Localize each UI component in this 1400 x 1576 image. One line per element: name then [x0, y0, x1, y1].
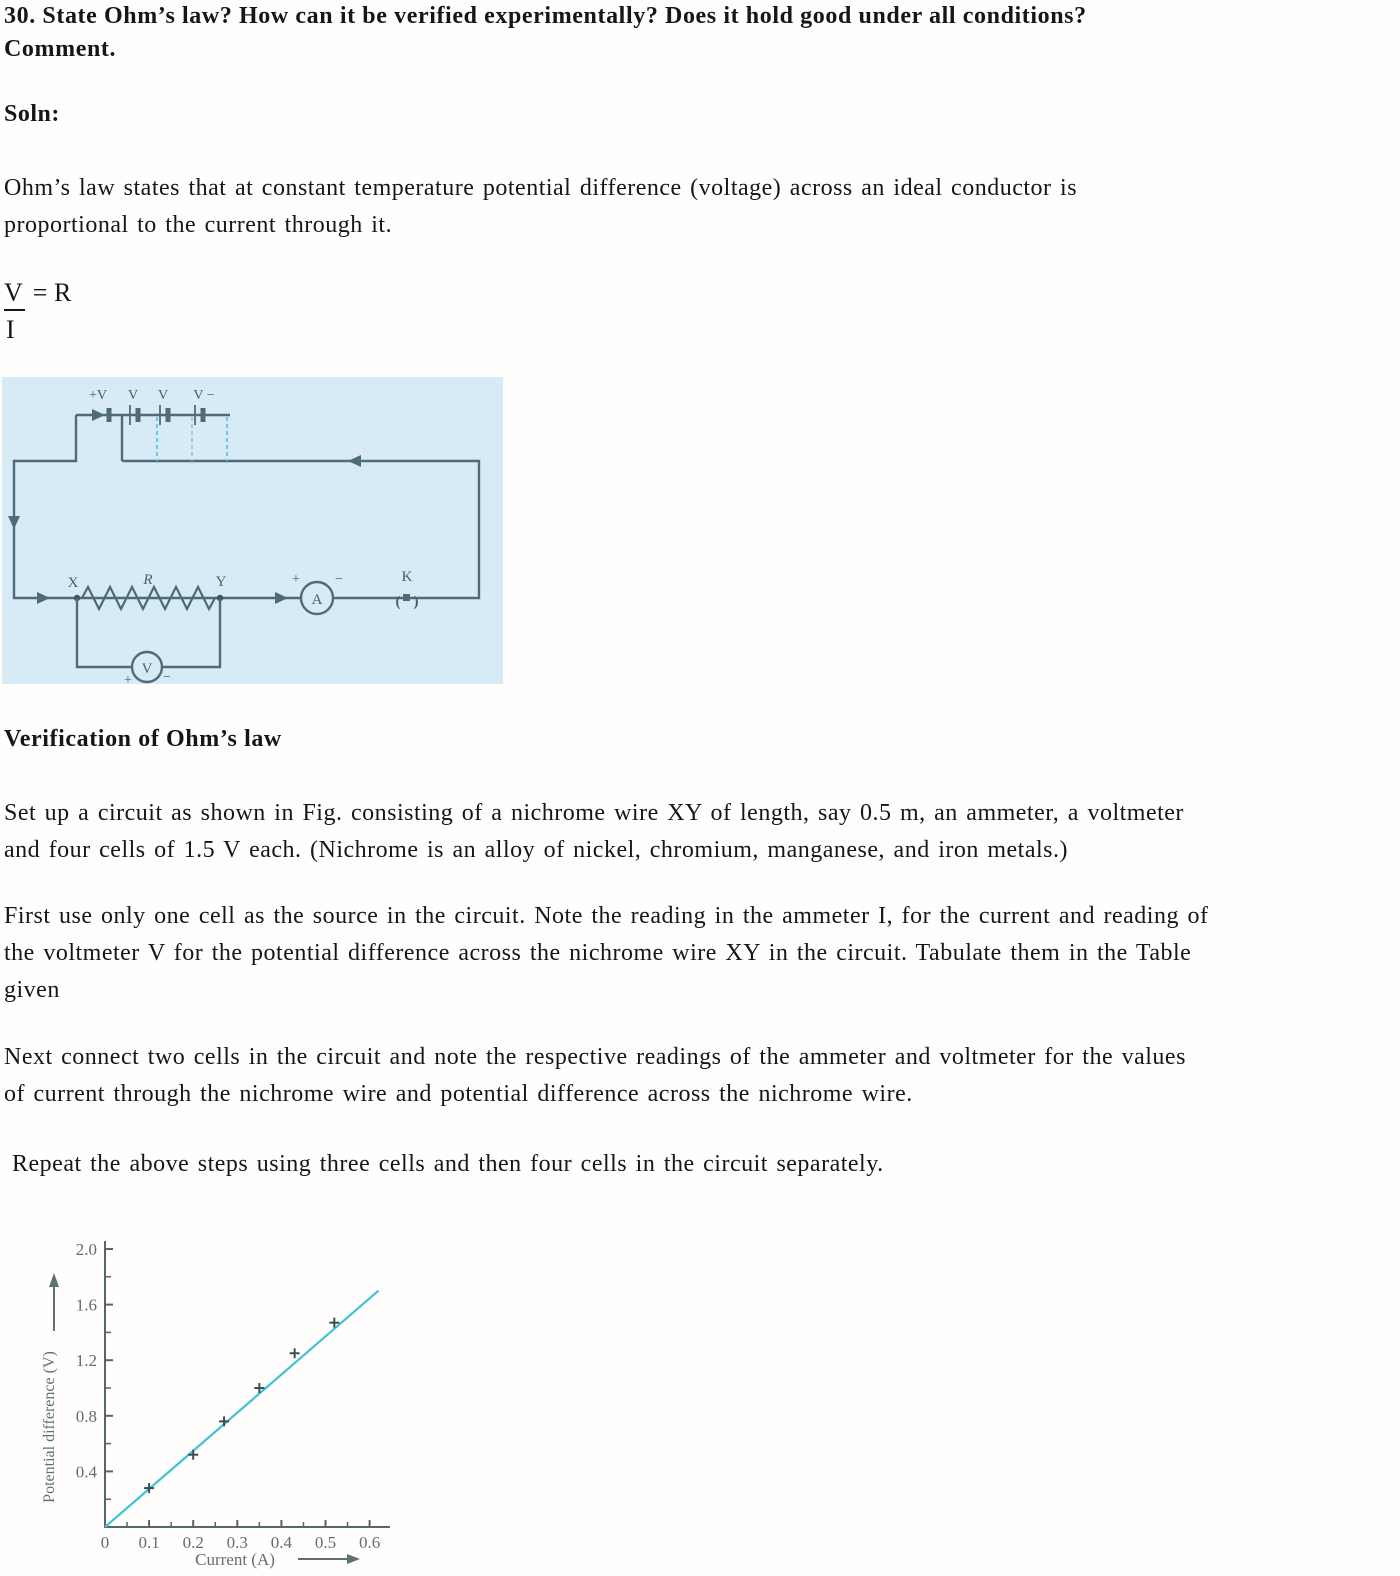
text-line: First use only one cell as the source in the circuit. Note the reading in the ammeter I, for the current and reading of — [4, 903, 1209, 929]
para-setup-circuit — [4, 795, 1184, 869]
resistor-label: R — [143, 572, 153, 588]
vi-graph-figure — [30, 1231, 430, 1571]
text-line: Set up a circuit as shown in Fig. consisting of a nichrome wire XY of length, say 0.5 m, an ammeter, a voltmeter — [4, 800, 1184, 826]
question-line-2: Comment. — [4, 36, 117, 62]
node-x-label: X — [67, 575, 79, 591]
x-tick-label: 0.3 — [226, 1533, 248, 1552]
statement-line-1: Ohm’s law states that at constant temperature potential difference (voltage) across an ideal conductor is — [4, 175, 1078, 201]
soln-label: Soln: — [4, 101, 60, 127]
y-axis-up-arrowhead-icon — [49, 1273, 59, 1287]
para-two-cells — [4, 1039, 1186, 1113]
text-line: given — [4, 977, 60, 1003]
voltmeter-label: V — [141, 661, 153, 677]
ammeter-label: A — [311, 592, 323, 608]
para-repeat-steps — [12, 1146, 884, 1183]
circuit-figure — [2, 377, 503, 684]
circuit-diagram-svg — [2, 377, 503, 684]
node-y-label: Y — [215, 574, 227, 590]
question-heading — [4, 0, 1334, 66]
y-tick-label: 1.6 — [75, 1295, 97, 1315]
x-tick-label: 0.5 — [314, 1533, 337, 1552]
y-tick-label: 2.0 — [75, 1240, 97, 1259]
vi-graph-svg — [30, 1231, 430, 1571]
formula-numerator: V — [4, 277, 25, 311]
para-one-cell — [4, 898, 1208, 1009]
key-right-paren: ) — [413, 594, 419, 610]
formula-rhs: = R — [32, 278, 72, 307]
x-tick-label: 0.4 — [270, 1533, 293, 1552]
key-left-paren: ( — [395, 594, 401, 610]
text-line: and four cells of 1.5 V each. (Nichrome is an alloy of nickel, chromium, manganese, and iron metals.) — [4, 837, 1068, 863]
cell-label-4: V − — [193, 388, 215, 403]
x-tick-label: 0.2 — [182, 1533, 204, 1552]
cell-label-1: +V — [88, 388, 108, 403]
best-fit-line — [105, 1291, 378, 1527]
x-tick-label: 0 — [100, 1533, 110, 1552]
x-tick-label: 0.6 — [358, 1533, 381, 1552]
text-line: Repeat the above steps using three cells and then four cells in the circuit separately. — [12, 1151, 884, 1177]
statement-line-2: proportional to the current through it. — [4, 212, 393, 238]
text-line: Next connect two cells in the circuit and note the respective readings of the ammeter and voltmeter for the values — [4, 1044, 1186, 1070]
cell-label-3: V — [157, 388, 169, 403]
x-axis-title: Current (A) — [195, 1550, 275, 1569]
ohms-law-statement — [4, 170, 1077, 244]
cell-label-2: V — [127, 388, 139, 403]
question-line-1: 30. State Ohm’s law? How can it be verified experimentally? Does it hold good under all conditions? — [4, 3, 1087, 29]
x-axis-right-arrowhead-icon — [347, 1554, 360, 1564]
y-axis-title: Potential difference (V) — [41, 1351, 58, 1503]
voltmeter-plus-label: + — [124, 673, 132, 684]
formula-denominator: I — [6, 315, 15, 344]
verification-heading: Verification of Ohm’s law — [4, 726, 282, 752]
text-line: the voltmeter V for the potential difference across the nichrome wire XY in the circuit. Tabulate them in the Table — [4, 940, 1192, 966]
ammeter-minus-label: − — [335, 572, 343, 587]
y-tick-label: 0.8 — [75, 1406, 97, 1426]
ammeter-plus-label: + — [292, 572, 300, 587]
text-line: of current through the nichrome wire and potential difference across the nichrome wire. — [4, 1081, 913, 1107]
ohms-law-formula — [4, 277, 71, 345]
formula-top-row — [4, 277, 71, 311]
key-label: K — [401, 569, 413, 585]
key-plug-icon — [403, 594, 410, 601]
x-tick-label: 0.1 — [138, 1533, 160, 1552]
y-tick-label: 1.2 — [75, 1351, 97, 1371]
graph-axes — [105, 1241, 390, 1527]
y-tick-label: 0.4 — [75, 1462, 97, 1482]
voltmeter-minus-label: − — [163, 670, 171, 684]
